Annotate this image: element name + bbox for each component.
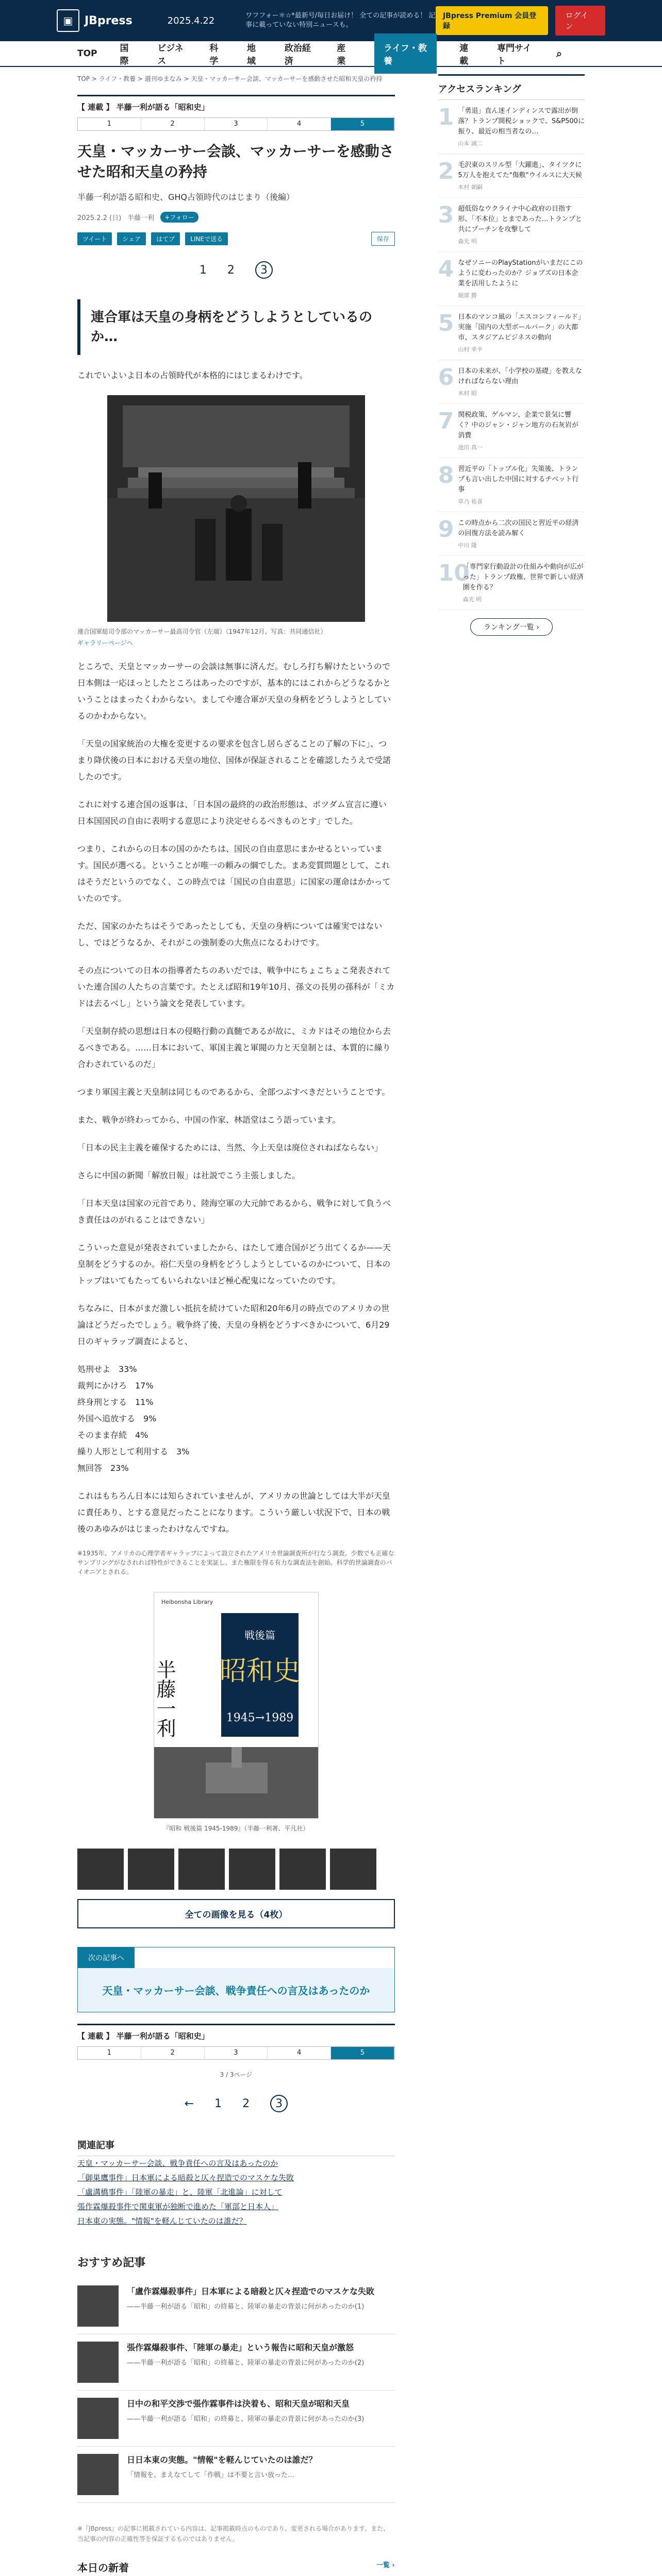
recommend-item-sub: ——半藤一利が語る「昭和」の終幕と、陸軍の暴走の背景に何があったのか(3) — [127, 2415, 365, 2423]
recommend-item-title: 「盧作霖爆殺事件」日本軍による暗殺と仄々捏造でのマスケな失敗 — [127, 2286, 375, 2296]
share-bar — [77, 232, 395, 246]
rank-number: 6 — [438, 364, 454, 391]
paragraph: その点についての日本の指導者たちのあいだでは、戦争中にちょこちょこ発表されていた連合国の人たちの言葉です。たとえば昭和19年10月、孫文の長男の孫科が「ミカドは去るべし」という論文を発表しています。 — [77, 965, 395, 1008]
nav-item[interactable]: 地域 — [247, 43, 256, 66]
series-tab-current[interactable]: 5 — [331, 2047, 394, 2059]
next-article-label: 次の記事へ — [78, 1947, 135, 1968]
rank-number: 7 — [438, 408, 454, 434]
book-caption: 『昭和 戦後篇 1945-1989』（半藤一利著、平凡社） — [163, 1825, 309, 1832]
thumbnail[interactable] — [77, 1849, 124, 1890]
thumbnail[interactable] — [128, 1849, 174, 1890]
newest-title: 本日の新着 — [77, 2562, 129, 2574]
rank-title: 関税政策、ゲルマン、企業で景気に響く？中のジャン・ジャン地方の石灰岩が消費 — [458, 411, 578, 439]
series-tab[interactable]: 3 — [205, 118, 268, 130]
ranking-item[interactable] — [438, 252, 585, 306]
related-link[interactable]: 「御巣鷹事件」日本軍による暗殺と仄々捏造でのマスケな失敗 — [77, 2173, 294, 2182]
rank-title: 毛沢東のスリル型「大躍進」、タイツクに 5万人を抱えてた"傷敷"ウイルスに大天候 — [458, 161, 582, 179]
recommend-item-sub: ——半藤一利が語る「昭和」の終幕と、陸軍の暴走の背景に何があったのか(1) — [127, 2303, 365, 2311]
related-link[interactable]: 日本東の実態。"情報"を軽んじていたのは誰だ？ — [77, 2216, 247, 2226]
breadcrumb[interactable]: TOP > ライフ・教養 > 週刊ゆまなみ > 天皇・マッカーサー会談、マッカーサーを感動させた昭和天皇の矜持 — [77, 75, 383, 82]
share-twitter-button[interactable]: ツイート — [77, 232, 112, 245]
book-illustration — [154, 1592, 318, 1818]
rank-number: 5 — [438, 310, 454, 336]
article-subtitle: 半藤一利が語る昭和史、GHQ占領時代のはじまり（後編） — [77, 192, 295, 202]
thumbnail-strip — [77, 1849, 395, 1890]
series-label-bottom[interactable]: 【 連載 】 半藤一利が語る「昭和史」 — [77, 2024, 395, 2046]
ranking-item[interactable] — [438, 458, 585, 512]
recommend-title: おすすめ記事 — [77, 2257, 146, 2269]
book-tag: 戦後篇 — [244, 1629, 275, 1641]
share-hatena-button[interactable]: はてブ — [151, 232, 180, 245]
rank-title: この時点から二次の国民と習近平の経済の回復方法を読み解く — [458, 519, 579, 537]
related-link[interactable]: 天皇・マッカーサー会談、戦争責任への言及はあったのか — [77, 2159, 278, 2168]
paragraph: 「日本天皇は国家の元首であり、陸海空軍の大元帥であるから、戦争に対して負うべき責任はのがれることはできない」 — [77, 1198, 391, 1225]
logo-mark: ▣ — [57, 9, 79, 32]
series-tab[interactable]: 1 — [78, 2047, 141, 2059]
poll-item: 繰り人形として利用する 3% — [77, 1447, 190, 1456]
paragraph: こういった意見が発表されていましたから、はたして連合国がどう出てくるか——天皇制をどうするのか。裕仁天皇の身柄をどうしようとしているのかについて、日本のトップはいてもたってもいられないほど極心配鬼になっていたのです。 — [77, 1243, 391, 1285]
nav-item[interactable]: 国際 — [120, 43, 129, 66]
recommend-item[interactable] — [77, 2334, 395, 2391]
ranking-item[interactable] — [438, 512, 585, 556]
book-cover[interactable] — [154, 1592, 319, 1819]
ranking-item[interactable] — [438, 154, 585, 198]
premium-button[interactable]: JBpress Premium 会員登録 — [436, 6, 548, 35]
rank-meta: 森光 明 — [458, 238, 477, 245]
rank-meta: 山村 幸平 — [458, 346, 483, 353]
newest-header — [77, 2560, 395, 2576]
page-pager-top — [77, 261, 395, 279]
logo-text: JBpress — [85, 14, 133, 27]
search-icon[interactable]: ⌕ — [556, 47, 562, 60]
nav-item[interactable]: 連載 — [459, 43, 469, 66]
rank-number: 3 — [438, 202, 454, 228]
rank-title: 超低俗なウクライナ中心政府の目指す形、「不本位」とまであった…トランプと共にプーチンを攻撃して — [458, 205, 582, 233]
disclaimer: ※『JBpress』の記事に掲載されている内容は、記事掲載時点のものであり、変更される場合があります。また、当記事の内容の正確性等を保証するものではありません。 — [77, 2525, 390, 2543]
related-articles — [77, 2138, 395, 2228]
page-link[interactable]: 2 — [242, 2097, 250, 2110]
thumbnail[interactable] — [229, 1849, 275, 1890]
recommend-item[interactable] — [77, 2391, 395, 2447]
rank-title: 日本のマンコ風の「エスコンフィールド」実施「国内の大型ボールパーク」の大都市、スタジアムビジネスの動向 — [458, 313, 582, 342]
series-tab[interactable]: 3 — [205, 2047, 268, 2059]
page-link[interactable]: 1 — [199, 263, 207, 277]
nav-item[interactable]: 科学 — [209, 43, 219, 66]
article-title: 天皇・マッカーサー会談、マッカーサーを感動させた昭和天皇の矜持 — [77, 143, 394, 180]
series-tab[interactable]: 1 — [78, 118, 141, 130]
paragraph: つまり、これからの日本の国のかたちは、国民の自由意思にまかせるといっています。国民が選べる。ということが唯一の頼みの綱でした。まあ変質問題として、これはそうだというのでなく、この時点では「国民の自由意思」に国家の運命はかかっていたのです。 — [77, 844, 391, 903]
recommend-item-title: 日日本東の実態。"情報"を軽んじていたのは誰だ？ — [127, 2455, 317, 2465]
article-main — [77, 74, 395, 2576]
next-article-title[interactable]: 天皇・マッカーサー会談、戦争責任への言及はあったのか — [78, 1968, 394, 2012]
sidebar — [438, 74, 585, 2576]
page-link[interactable]: 1 — [214, 2097, 222, 2110]
poll-item: 終身刑とする 11% — [77, 1397, 154, 1407]
ranking-item[interactable] — [438, 100, 585, 154]
paragraph: これに対する連合国の返事は、「日本国の最終的の政治形態は、ポツダム宣言に遵い日本国国民の自由に表明する意思により決定せらるべきものとす」でした。 — [77, 800, 387, 826]
nav-item[interactable]: TOP — [77, 48, 97, 59]
page-link-current[interactable]: 3 — [270, 2095, 288, 2112]
share-line-button[interactable]: LINEで送る — [185, 232, 228, 245]
paragraph: 「天皇制存続の思想は日本の侵略行動の真髄であるが故に、ミカドはその地位から去るべきである。……日本において、軍国主義と軍閥の力と天皇制とは、本質的に繰り合わされているのだ」 — [77, 1026, 391, 1069]
rank-title: 習近平の「トップル化」失策後、トランプも言い出した中国に対するチベット行事 — [458, 465, 579, 494]
rank-number: 8 — [438, 462, 454, 488]
recommend-item-sub: ——半藤一利が語る「昭和」の終幕と、陸軍の暴走の背景に何があったのか(2) — [127, 2359, 365, 2367]
newest-more-link[interactable]: 一覧 › — [376, 2562, 395, 2569]
series-tabs — [77, 117, 395, 131]
poll-item: 処刑せよ 33% — [77, 1364, 137, 1374]
poll-item: 裁判にかけろ 17% — [77, 1381, 154, 1391]
login-button[interactable]: ログイン — [555, 6, 606, 36]
paragraph: つまり軍国主義と天皇制は同じものであるから、全部つぶすべきだということです。 — [77, 1087, 390, 1097]
recommend-thumb — [77, 2398, 119, 2439]
rank-title: 「勇退」直ん迷インディンスで露出が倒落？トランプ開税ショックで、S&P500に振り、最近の相当者なの… — [458, 107, 585, 135]
paragraph: ただ、国家のかたちはそうであったとしても、天皇の身柄については確実ではないし、ではどうなるか、それがこの強制委の大焦点になるわけです。 — [77, 921, 383, 947]
series-tab[interactable]: 2 — [141, 118, 205, 130]
gallery-link[interactable]: ギャラリーページへ — [77, 639, 133, 647]
photo-macarthur[interactable] — [107, 395, 365, 622]
paragraph: また、戦争が終わってから、中国の作家、林語堂はこう語っています。 — [77, 1115, 341, 1125]
related-link[interactable]: 張作霖爆殺事件で関東軍が独断で進めた「軍部と日本人」 — [77, 2202, 279, 2211]
nav-item[interactable]: ビジネス — [157, 43, 184, 66]
paragraph: ちなみに、日本がまだ激しい抵抗を続けていた昭和20年6月の時点でのアメリカの世論はどうだったでしょう。戦争終了後、天皇の身柄をどうすべきかについて、6月29日のギャラップ調査によると、 — [77, 1303, 390, 1346]
paragraph: これはもちろん日本には知らされていませんが、アメリカの世論としては大半が天皇に責任あり、とする意見だったことになります。こういう厳しい状況下で、日本の戦後のあゆみがはじまったわけなんですね。 — [77, 1491, 390, 1534]
recommend-item[interactable] — [77, 2447, 395, 2503]
photo-illustration — [107, 395, 365, 622]
nav-item[interactable]: 産業 — [337, 43, 346, 66]
article-author[interactable]: 半藤一利 — [127, 214, 155, 222]
nav-item[interactable]: 政治経済 — [284, 43, 311, 66]
ranking-item[interactable] — [438, 306, 585, 360]
series-tabs-bottom — [77, 2046, 395, 2060]
paragraph: 「天皇の国家統治の大権を変更するの要求を包含し居らざることの了解の下に」、つまり降伏後の日本における天皇の地位、国体が保証されることを確認したうえで受諾したのです。 — [77, 739, 391, 782]
recommend-thumb — [77, 2342, 119, 2383]
poll-item: そのまま存続 4% — [77, 1430, 148, 1440]
header-promo[interactable]: ワフフォー＊☆*最新号/毎日お届け！ 全ての記事が読める！ 記事に載っていない特別ニュースも。 — [245, 12, 436, 29]
rank-number: 2 — [438, 158, 454, 184]
rank-number: 1 — [438, 104, 454, 130]
newest-section — [77, 2560, 395, 2576]
rank-meta: 森光 明 — [462, 596, 482, 603]
recommend-item-sub: 「情報を、まえなてして「作戦」は不要と言い放った… — [127, 2471, 295, 2479]
book-years: 1945→1989 — [226, 1711, 294, 1724]
logo[interactable] — [57, 9, 147, 32]
thumbnail[interactable] — [279, 1849, 326, 1890]
recommend-item-title: 日中の和平交渉で張作霖事件は決着も、昭和天皇が昭和天皇 — [127, 2399, 350, 2409]
recommend-thumb — [77, 2454, 119, 2495]
series-tab[interactable]: 4 — [268, 118, 331, 130]
page-pager-bottom — [77, 2095, 395, 2112]
related-link[interactable]: 「盧溝橋事件」「陸軍の暴走」と、陸軍「北進論」に対して — [77, 2188, 283, 2197]
paragraph: さらに中国の新聞「解放日報」は社説でこう主張しました。 — [77, 1171, 301, 1180]
rank-meta: 堀部 勝 — [458, 292, 477, 299]
rank-meta: 山本 誠二 — [458, 140, 483, 147]
recommend-item-title: 張作霖爆殺事件、「陸軍の暴走」という報告に昭和天皇が激怒 — [127, 2343, 354, 2352]
series-label[interactable]: 【 連載 】 半藤一利が語る「昭和史」 — [77, 95, 395, 117]
thumbnail[interactable] — [330, 1849, 376, 1890]
rank-meta: 草乃 祐喜 — [458, 498, 483, 505]
next-article-box[interactable] — [77, 1947, 395, 2012]
prev-arrow-icon[interactable]: ← — [184, 2097, 194, 2110]
footnote-gallup: ※1935年、アメリカの心理学者ギャラップによって設立されたアメリカ世論調査所が行なう調査。少数でも正確なサンプリングがなされれば特性ができることを実証し、また権限を得る有力な調査法を創始。科学的世論調査のパイオニアとされる。 — [77, 1550, 394, 1575]
share-facebook-button[interactable]: シェア — [117, 232, 146, 245]
nav-item-active[interactable]: ライフ・教養 — [374, 33, 437, 74]
rank-number: 9 — [438, 516, 454, 543]
page-indicator: 3 / 3ページ — [220, 2071, 253, 2078]
recommend-thumb — [77, 2285, 119, 2327]
bookmark-button[interactable]: 保存 — [371, 232, 395, 246]
paragraph: これでいよいよ日本の占領時代が本格的にはじまるわけです。 — [77, 370, 308, 380]
poll-list — [77, 1361, 395, 1477]
rank-number: 4 — [438, 256, 454, 282]
book-title: 昭和史 — [219, 1656, 300, 1687]
ranking-item[interactable] — [438, 360, 585, 404]
paragraph: 「日本の民主主義を確保するためには、当然、今上天皇は廃位されねばならない」 — [77, 1143, 383, 1153]
photo-caption: 連合国軍総司令部のマッカーサー最高司令官（左端）（1947年12月、写真：共同通信社） — [77, 628, 327, 635]
series-tab[interactable]: 4 — [268, 2047, 331, 2059]
follow-button[interactable]: +フォロー — [160, 212, 198, 223]
ranking-item[interactable] — [438, 198, 585, 252]
poll-item: 外国へ追放する 9% — [77, 1414, 157, 1423]
book-series: Heibonsha Library — [161, 1599, 213, 1605]
poll-item: 無回答 23% — [77, 1463, 129, 1473]
rank-title: なぜソニーのPlayStationがいまだにこのように変わったのか？ジョブズの日本企業を活用したように — [458, 259, 583, 287]
book-author: 半藤一利 — [154, 1659, 176, 1738]
ranking-more-button[interactable]: ランキング一覧 › — [470, 618, 553, 636]
thumbnail[interactable] — [178, 1849, 225, 1890]
article-date: 2025.2.2 (日) — [77, 214, 122, 222]
header-date: 2025.4.22 — [167, 15, 215, 26]
rank-meta: 木村 昭 — [458, 390, 477, 397]
paragraph: ところで、天皇とマッカーサーの会談は無事に済んだ。むしろ打ち解けたというので日本側は一応ほっとしたところはあったのですが、基本的にはこれからどうなるかということはまったくわからない。ましてや連合軍が天皇の身柄をどうしようとしているのかわからない。 — [77, 662, 391, 721]
recommend-item[interactable] — [77, 2278, 395, 2334]
ranking-item[interactable] — [438, 404, 585, 458]
series-tab-current[interactable]: 5 — [331, 118, 394, 130]
all-images-button[interactable]: 全ての画像を見る（4枚） — [77, 1899, 395, 1928]
rank-number: 10 — [438, 560, 470, 586]
recommend-section — [77, 2254, 395, 2503]
nav-item[interactable]: 専門サイト — [497, 43, 532, 66]
rank-title: 「専門家行動設計の仕組みや動向が広がった」トランプ政権、世界で新しい経済圏を作る？ — [462, 563, 584, 591]
ranking-title: アクセスランキング — [438, 74, 585, 100]
main-nav — [0, 41, 662, 67]
rank-meta: 木村 朝嗣 — [458, 184, 483, 191]
series-tab[interactable]: 2 — [141, 2047, 205, 2059]
section-heading: 連合軍は天皇の身柄をどうしようとしているのか… — [77, 299, 395, 355]
rank-meta: 池田 真一 — [458, 444, 483, 451]
page-link[interactable]: 2 — [227, 263, 235, 277]
ranking-item[interactable] — [438, 556, 585, 610]
related-title: 関連記事 — [77, 2138, 395, 2156]
article-meta — [77, 212, 395, 223]
rank-meta: 中川 隆 — [458, 542, 477, 549]
rank-title: 日本の未来が、「小学校の基礎」を教えなければならない理由 — [458, 367, 582, 385]
top-bar — [0, 0, 662, 41]
page-link-current[interactable]: 3 — [255, 261, 273, 279]
